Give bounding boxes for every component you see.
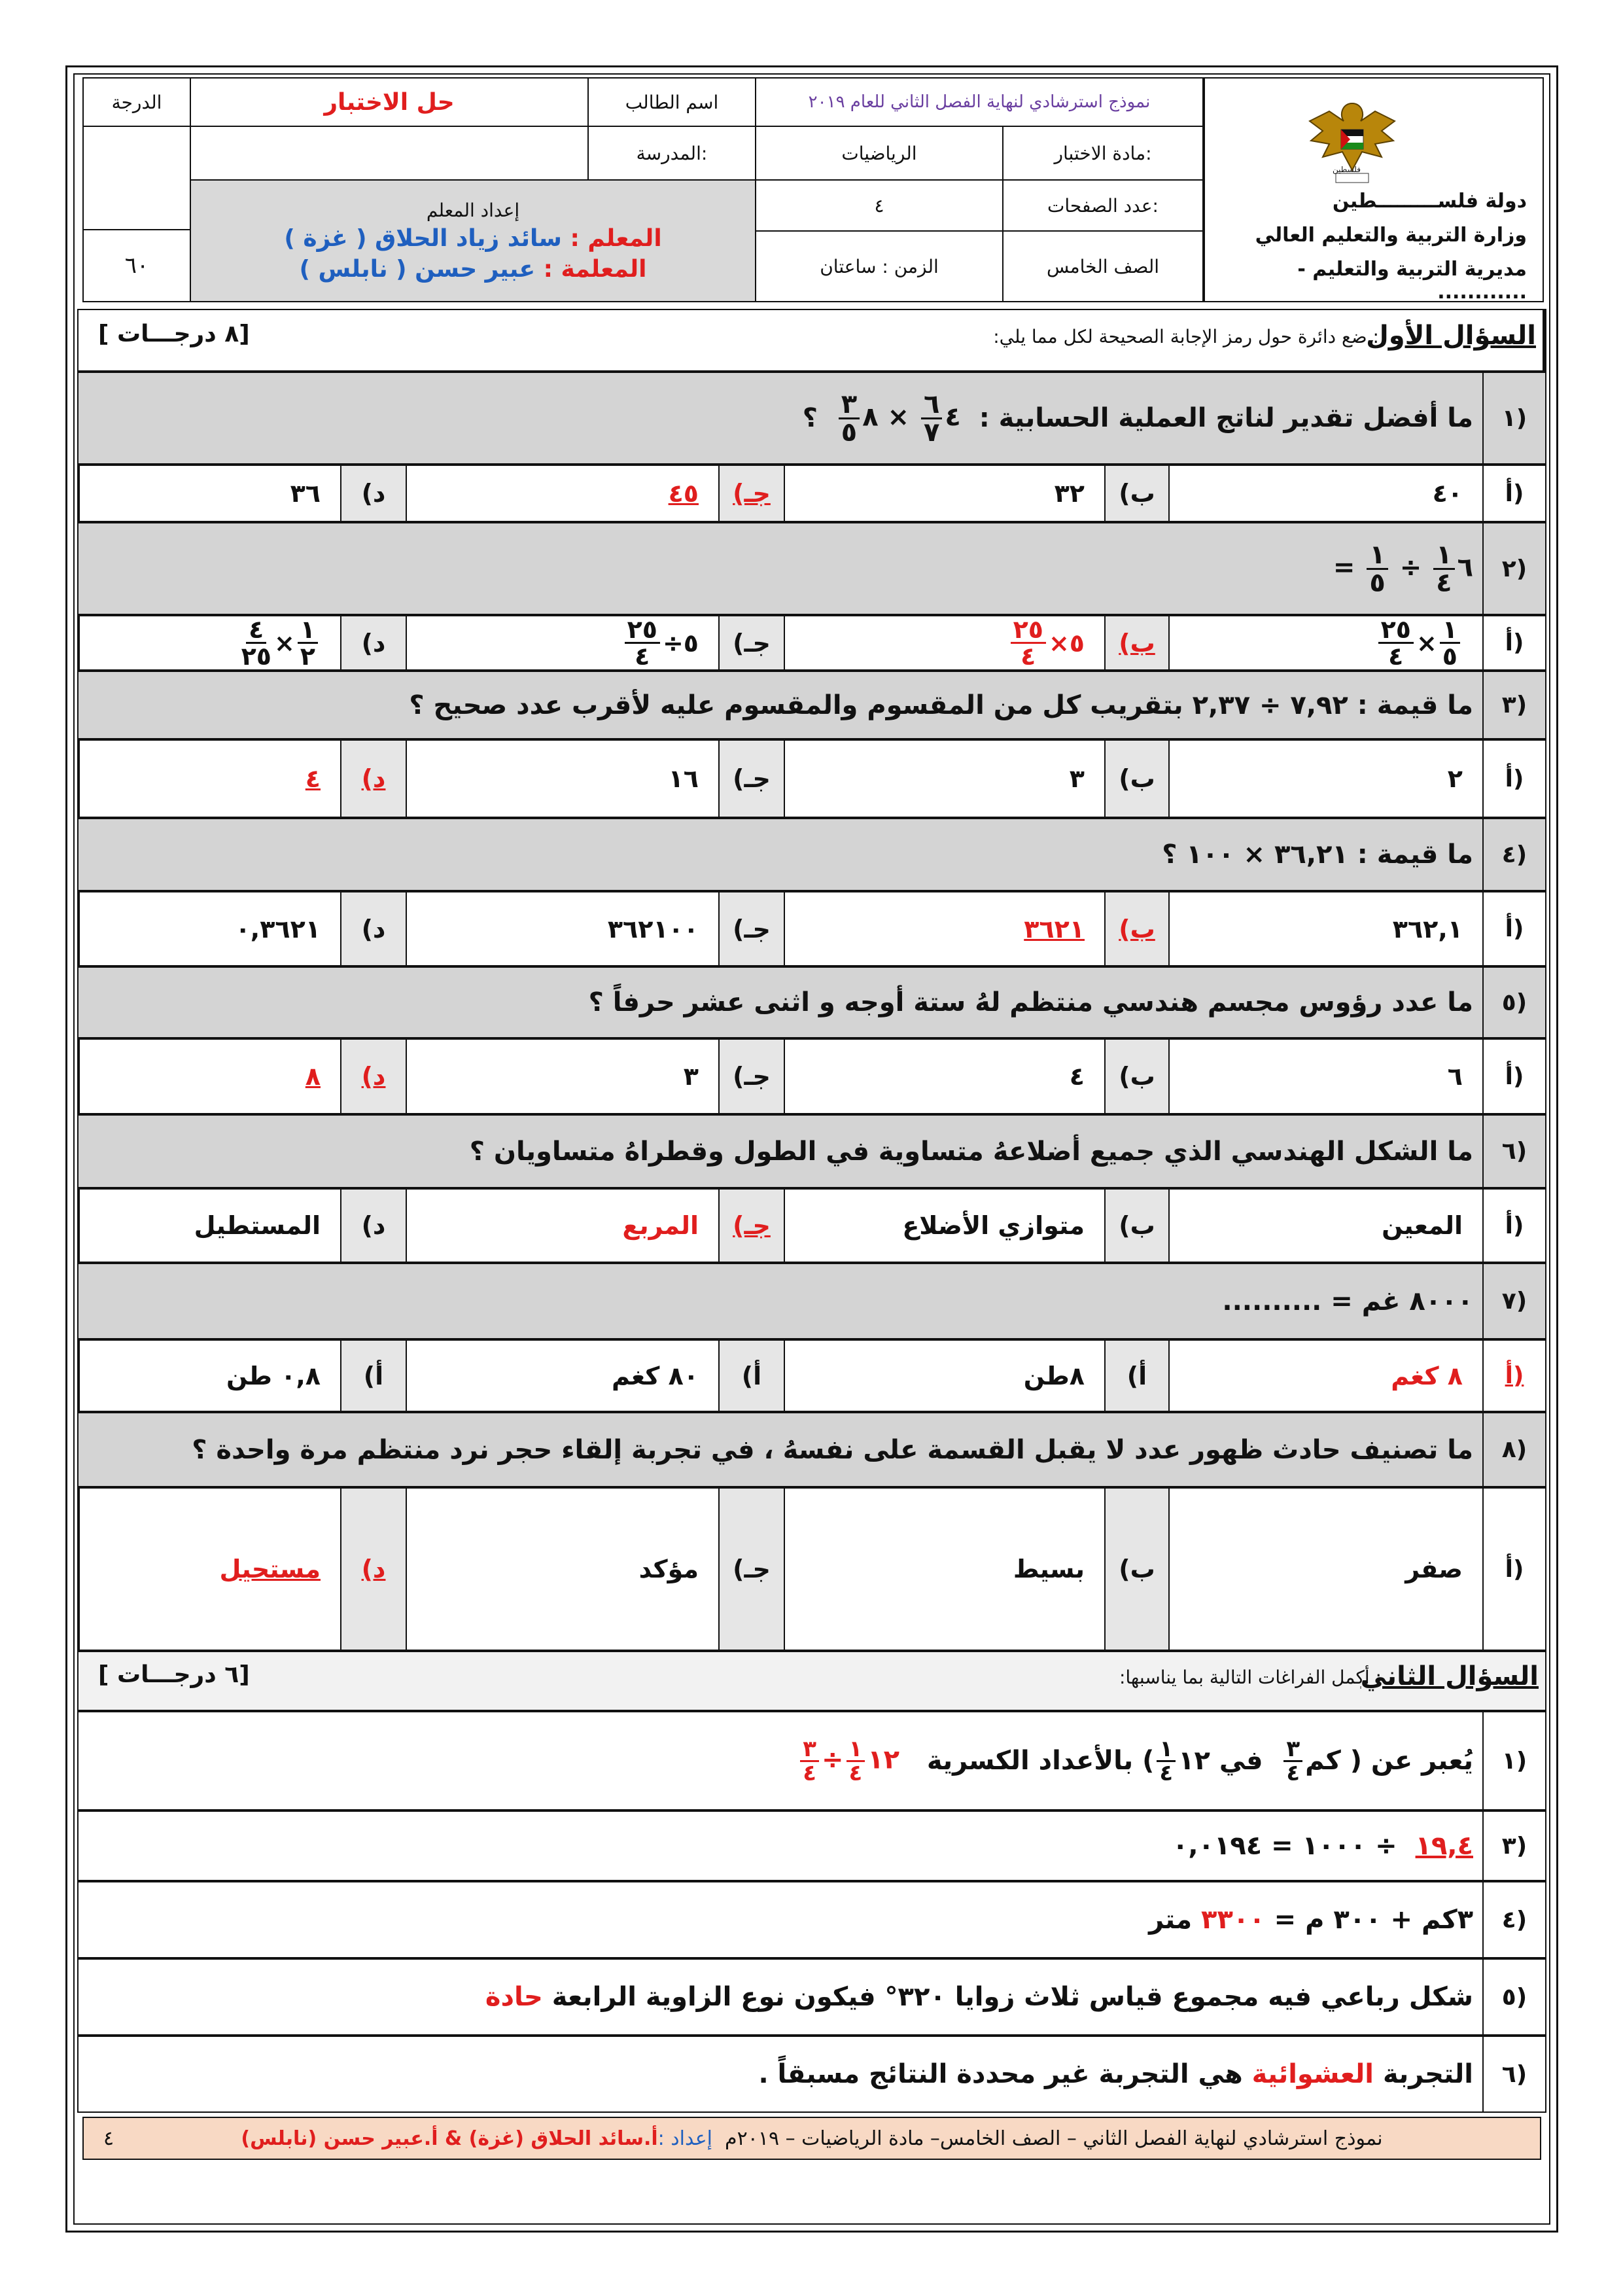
q2-item-6-part-a: التجربة [1382,2059,1473,2089]
q1-question-row [77,671,1546,739]
option-value: ١٦ [406,741,718,817]
q2-item-number: ٤) [1482,1882,1545,1957]
page-footer [82,2117,1541,2160]
q1-options-row [77,739,1546,818]
option-value: ٣٦ [79,466,340,521]
option-label[interactable]: ب) [1104,1190,1168,1262]
option-value: ٨٠ كغم [406,1341,718,1411]
subject-label-cell [1002,126,1204,181]
footer-names: أ.سائد الحلاق (غزة) & أ.عبير حسن (نابلس) [241,2127,658,2150]
school-label-cell [587,126,756,181]
option-label-a[interactable]: أ) [1482,1040,1545,1113]
option-value: المعين [1168,1190,1482,1262]
answer-title-cell [190,77,589,127]
class-cell [1002,230,1204,302]
expression: ٤ $\frac{٦}{٧}$ × ٨ $\frac{٣}{٥}$ [836,391,961,446]
option-label-a[interactable]: أ) [1482,466,1545,521]
option-label[interactable]: أ) [718,1341,784,1411]
option-value: $\frac{٤}{٢٥}$ × $\frac{١}{٢}$ [79,616,340,669]
option-label-a[interactable]: أ) [1482,741,1545,817]
option-value: ٨ [79,1040,340,1113]
option-value: ٤٠ [1168,466,1482,521]
q2-item-1 [77,1711,1546,1810]
q2-item-3-answer: ١٩,٤ [1415,1831,1473,1861]
question-text [803,373,1473,463]
q2-item-4-answer: ٣٣٠٠ [1201,1905,1265,1935]
q1-options-row [77,891,1546,966]
directorate-name: مديرية التربية والتعليم - ............ [1297,258,1527,304]
q2-item-1-part-a: يُعبر عن ( كم [1305,1746,1473,1776]
grade-label: الدرجة [111,91,162,113]
question-number: ٥) [1482,968,1545,1037]
school-label: المدرسة: [636,142,708,164]
q1-question-row [77,372,1546,465]
student-name-cell [587,77,756,127]
option-value: ٤ [784,1040,1104,1113]
q1-question-row [77,522,1546,615]
question-number: ٢) [1482,523,1545,614]
q1-options-row [77,1487,1546,1651]
class-value: الصف الخامس [1046,255,1160,277]
teachers-cell [190,179,756,302]
q1-question-row [77,966,1546,1038]
option-value: متوازي الأضلاع [784,1190,1104,1262]
teacher2-label: المعلمة : [543,255,647,283]
question-tail: ؟ [802,403,818,433]
question-number: ٦) [1482,1116,1545,1187]
school-blank-cell[interactable] [190,126,589,181]
option-label[interactable]: جـ) [718,1040,784,1113]
q2-item-1-part-c: ) بالأعداد الكسرية [926,1746,1155,1776]
question-text [589,968,1473,1037]
option-value: $\frac{٢٥}{٤}$ × $\frac{١}{٥}$ [1168,616,1482,669]
footer-text: نموذج استرشادي لنهاية الفصل الثاني – الصف الخامس– مادة الرياضيات – ٢٠١٩م [725,2127,1383,2150]
q2-item-4-part-a: ٣كم + ٣٠٠ م = [1274,1905,1473,1935]
subject-label: مادة الاختبار: [1054,142,1152,164]
option-label[interactable]: ب) [1104,892,1168,965]
q2-item-number: ٥) [1482,1960,1545,2034]
option-label[interactable]: د) [340,1040,406,1113]
option-label[interactable]: ب) [1104,1489,1168,1650]
question-text [1162,819,1473,890]
emblem-caption: فلسطين [1333,165,1361,174]
q1-title: السؤال الأول [1366,321,1536,351]
question-number: ٣) [1482,672,1545,738]
option-label[interactable]: ب) [1104,616,1168,669]
option-label[interactable]: جـ) [718,741,784,817]
option-label-a[interactable]: أ) [1482,1341,1545,1411]
option-value: المربع [406,1190,718,1262]
q2-item-6-text [758,2037,1473,2111]
q2-item-number: ٣) [1482,1812,1545,1880]
question-text-body: ٨٠٠٠ غم = .......... [1222,1286,1473,1316]
student-name-label: اسم الطالب [625,91,719,113]
q2-item-3-body: ÷ ١٠٠٠ = ٠,٠١٩٤ [1172,1831,1397,1861]
q2-item-4-part-b: متر [1149,1905,1193,1935]
q2-item-5-answer: حادة [485,1982,543,2012]
q2-item-3 [77,1810,1546,1881]
question-text [470,1116,1473,1187]
q2-instruction: : أكمل الفراغات التالية بما يناسبها: [1119,1667,1382,1688]
q2-item-5-body: شكل رباعي فيه مجموع قياس ثلاث زوايا ٣٢٠° فيكون نوع الزاوية الرابعة [551,1982,1473,2012]
q2-item-6-answer: العشوائية [1251,2059,1374,2089]
time-label: الزمن : ساعتان [820,255,939,277]
grade-value-cell [82,229,191,302]
footer-page-number: ٤ [103,2127,114,2150]
option-value: ٢ [1168,741,1482,817]
teacher1-label: المعلم : [570,224,662,252]
option-value: ٣ [406,1040,718,1113]
q2-item-1-part-b: في ١٢ [1178,1746,1263,1776]
option-label[interactable]: جـ) [718,1489,784,1650]
option-value: ٦ [1168,1040,1482,1113]
option-value: ٨طن [784,1341,1104,1411]
q1-options-row [77,465,1546,522]
subject-value-cell [755,126,1003,181]
option-value: مؤكد [406,1489,718,1650]
teacher1 [284,225,661,252]
question-text [409,672,1473,738]
option-label[interactable]: د) [340,466,406,521]
ministry-name: وزارة التربية والتعليم العالي [1255,224,1527,247]
option-label[interactable]: د) [340,741,406,817]
q2-item-number: ١) [1482,1712,1545,1809]
option-label-a[interactable]: أ) [1482,616,1545,669]
teacher1-name: سائد زياد الحلاق ( غزة ) [284,224,562,252]
ministry-block [1204,77,1544,302]
q2-header-row [77,1651,1546,1711]
option-label[interactable]: د) [340,892,406,965]
grade-label-cell [82,77,191,127]
q2-item-5 [77,1958,1546,2036]
question-text-body: ما قيمة : ٧,٩٢ ÷ ٢,٣٧ بتقريب كل من المقسوم والمقسوم عليه لأقرب عدد صحيح ؟ [409,690,1473,720]
q2-item-6-part-b: هي التجربة غير محددة النتائج مسبقاً . [758,2059,1243,2089]
option-label-a[interactable]: أ) [1482,1489,1545,1650]
question-text [192,1413,1473,1486]
pages-value: ٤ [874,194,884,217]
option-label[interactable]: ب) [1104,466,1168,521]
fraction-1-4: $\frac{١}{٤}$ [1157,1738,1176,1784]
question-text-body: ما عدد رؤوس مجسم هندسي منتظم لهُ ستة أوجه و اثنى عشر حرفاً ؟ [588,987,1473,1017]
expression: ٦ $\frac{١}{٤}$ ÷ $\frac{١}{٥}$ = [1333,539,1473,598]
option-value: ٠,٣٦٢١ [79,892,340,965]
teacher2-name: عبير حسن ( نابلس ) [299,255,536,283]
q1-options-row [77,1188,1546,1263]
option-value: صفر [1168,1489,1482,1650]
grade-blank-cell [82,126,191,230]
q2-item-number: ٦) [1482,2037,1545,2111]
q1-header-row [77,309,1546,372]
question-number: ٧) [1482,1264,1545,1338]
q2-item-1-text [797,1712,1473,1809]
option-label[interactable]: جـ) [718,466,784,521]
pages-value-cell [755,179,1003,232]
question-number: ٤) [1482,819,1545,890]
q2-item-5-text [485,1960,1473,2034]
q1-instruction: : ضع دائرة حول رمز الإجابة الصحيحة لكل مما يلي: [993,326,1379,347]
option-label[interactable]: د) [340,616,406,669]
fraction-3-4: $\frac{٣}{٤}$ [1283,1738,1302,1784]
option-label[interactable]: ب) [1104,741,1168,817]
q1-question-row [77,818,1546,891]
q2-title: السؤال الثاني [1360,1661,1539,1691]
subject-value: الرياضيات [841,142,917,164]
exam-title-cell [755,77,1204,127]
pages-label: عدد الصفحات: [1047,194,1159,217]
option-value: بسيط [784,1489,1104,1650]
option-value: ٣ [784,741,1104,817]
option-value: $\frac{٢٥}{٤}$ ×٥ [784,616,1104,669]
option-value: ٤ [79,741,340,817]
option-label[interactable]: ب) [1104,1040,1168,1113]
q1-question-row [77,1114,1546,1188]
question-text-body: ما الشكل الهندسي الذي جميع أضلاعهُ متساوية في الطول وقطراهُ متساويان ؟ [469,1136,1473,1167]
option-value: ٣٢ [784,466,1104,521]
q1-options-row [77,1339,1546,1412]
option-label[interactable]: جـ) [718,892,784,965]
grade-value: ٦٠ [124,253,149,279]
question-text-body: ما أفضل تقدير لناتج العملية الحسابية : [979,403,1473,433]
option-value: ٣٦٢,١ [1168,892,1482,965]
option-value: المستطيل [79,1190,340,1262]
eagle-emblem-icon [1303,92,1401,190]
q1-marks: [ ٨ درجـــات] [98,321,250,347]
q1-options-row [77,1038,1546,1114]
option-label[interactable]: د) [340,1489,406,1650]
prepared-label: إعداد المعلم [426,199,520,221]
question-text-body: ما تصنيف حادث ظهور عدد لا يقبل القسمة على نفسهُ ، في تجربة إلقاء حجر نرد منتظم مرة واحدة ؟ [192,1434,1473,1465]
q2-item-6 [77,2036,1546,2113]
option-value: ٣٦٢١٠٠ [406,892,718,965]
option-label-a[interactable]: أ) [1482,892,1545,965]
question-text-body: ما قيمة : ٣٦,٢١ × ١٠٠ ؟ [1162,839,1473,870]
option-label[interactable]: أ) [1104,1341,1168,1411]
q2-item-1-answer: ١٢ $\frac{١}{٤}$ ÷ $\frac{٣}{٤}$ [797,1738,899,1784]
footer-prep-label: إعداد : [657,2127,712,2150]
option-label-a[interactable]: أ) [1482,1190,1545,1262]
option-label[interactable]: جـ) [718,616,784,669]
pages-label-cell [1002,179,1204,232]
q1-options-row [77,615,1546,671]
question-text [1333,523,1473,614]
q2-marks: [ ٦ درجـــات] [98,1661,250,1688]
answer-title: حل الاختبار [324,88,455,116]
state-name: دولة فلســـــــــطين [1332,190,1527,213]
question-number: ٨) [1482,1413,1545,1486]
option-value: ٠,٨ طن [79,1341,340,1411]
q2-item-4-text [1149,1882,1473,1957]
option-label[interactable]: د) [340,1190,406,1262]
q1-question-row [77,1412,1546,1487]
option-value: ٨ كغم [1168,1341,1482,1411]
q2-item-4 [77,1881,1546,1958]
q2-item-3-text [1172,1812,1473,1880]
option-value: مستحيل [79,1489,340,1650]
exam-title: نموذج استرشادي لنهاية الفصل الثاني للعام ٢٠١٩ [808,92,1151,112]
option-label[interactable]: جـ) [718,1190,784,1262]
option-value: $\frac{٢٥}{٤}$ ÷٥ [406,616,718,669]
option-value: ٣٦٢١ [784,892,1104,965]
option-value: ٤٥ [406,466,718,521]
time-cell [755,230,1003,302]
option-label[interactable]: أ) [340,1341,406,1411]
teacher2 [300,256,647,283]
question-number: ١) [1482,373,1545,463]
question-text [1222,1264,1473,1338]
q1-question-row [77,1263,1546,1339]
